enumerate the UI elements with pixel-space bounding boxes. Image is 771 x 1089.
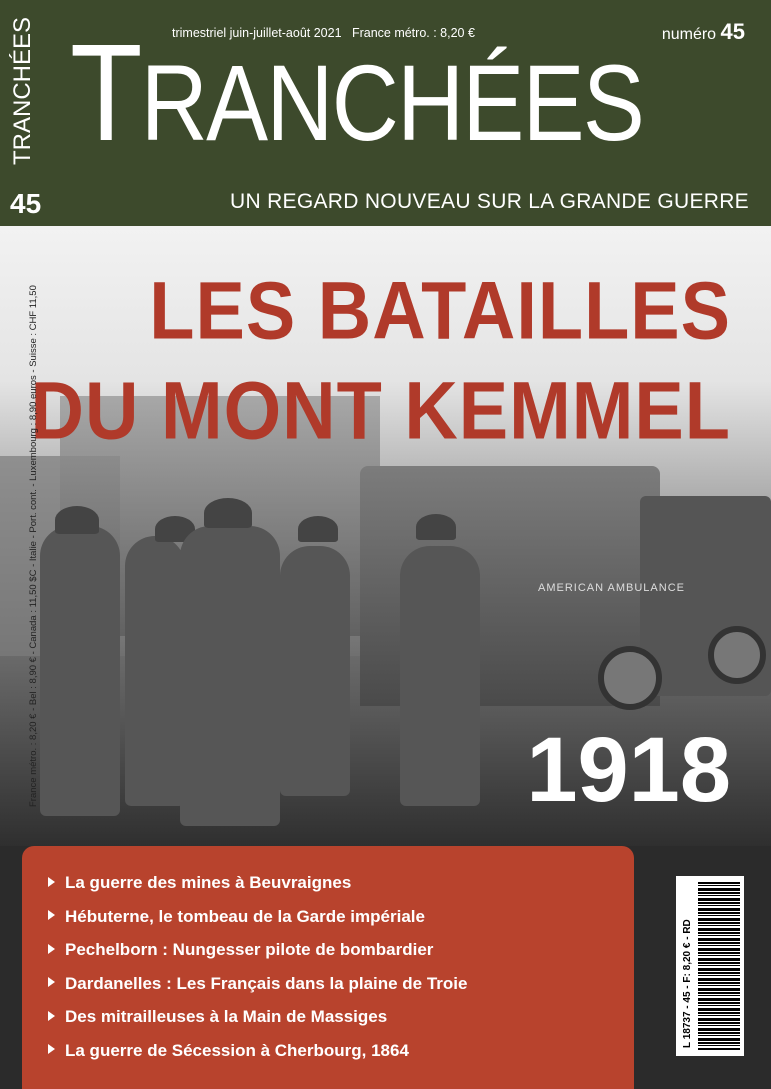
soldier-figure <box>40 526 120 816</box>
contents-list <box>22 846 634 1067</box>
contents-item <box>48 933 634 967</box>
ambulance-wheel <box>598 646 662 710</box>
soldier-figure <box>280 546 350 796</box>
masthead-band <box>0 0 771 226</box>
soldier-figure <box>125 536 185 806</box>
issue-number: 45 <box>720 19 745 44</box>
contents-item <box>48 1000 634 1034</box>
headline-line-1: LES BATAILLES <box>149 264 731 357</box>
tagline: UN REGARD NOUVEAU SUR LA GRANDE GUERRE <box>230 190 749 213</box>
barcode <box>676 876 744 1056</box>
triangle-bullet-icon <box>48 910 55 920</box>
contents-item-label: Des mitrailleuses à la Main de Massiges <box>65 1007 388 1026</box>
soldier-figure <box>180 526 280 826</box>
helmet <box>298 516 338 542</box>
ambulance-lettering: AMERICAN AMBULANCE <box>538 582 685 594</box>
contents-item-label: La guerre de Sécession à Cherbourg, 1864 <box>65 1040 409 1060</box>
helmet <box>204 498 252 528</box>
triangle-bullet-icon <box>48 1044 55 1054</box>
contents-item <box>48 866 634 900</box>
spine-title: TRANCHÉES <box>9 16 36 166</box>
helmet <box>55 506 99 534</box>
issue-number-label <box>662 19 745 45</box>
publication-info: trimestriel juin-juillet-août 2021 France métro. : 8,20 € <box>172 26 475 40</box>
magazine-title <box>70 18 643 178</box>
triangle-bullet-icon <box>48 877 55 887</box>
contents-item-label: Pechelborn : Nungesser pilote de bombardier <box>65 940 434 959</box>
ambulance-wheel <box>708 626 766 684</box>
triangle-bullet-icon <box>48 977 55 987</box>
contents-item <box>48 900 634 934</box>
barcode-text: L 18737 - 45 - F: 8,20 € - RD <box>682 919 693 1048</box>
contents-item <box>48 967 634 1001</box>
spine-issue-number: 45 <box>10 188 42 219</box>
issue-label: numéro <box>661 26 717 43</box>
magazine-title-rest: RANCHÉES <box>140 42 644 163</box>
contents-item <box>48 1034 634 1068</box>
triangle-bullet-icon <box>48 944 55 954</box>
cover-year: 1918 <box>526 719 731 821</box>
headline-line-2: DU MONT KEMMEL <box>30 364 731 457</box>
triangle-bullet-icon <box>48 1011 55 1021</box>
soldier-figure <box>400 546 480 806</box>
contents-item-label: La guerre des mines à Beuvraignes <box>65 873 352 892</box>
magazine-title-first-letter: T <box>70 16 141 170</box>
contents-item-label: Dardanelles : Les Français dans la plaine de Troie <box>65 973 468 993</box>
contents-box <box>22 846 634 1089</box>
helmet <box>416 514 456 540</box>
contents-item-label: Hébuterne, le tombeau de la Garde impériale <box>65 906 425 926</box>
cover-headline <box>31 256 732 456</box>
price-strip <box>24 262 44 807</box>
price-strip-text: France métro. : 8,20 € - Bel : 8,90 € - Canada : 11,50 $C - Italie - Port. cont. - Luxembourg : 8,90 euros - Suisse : CHF 11,50 <box>28 285 39 807</box>
barcode-bars <box>698 882 740 1050</box>
